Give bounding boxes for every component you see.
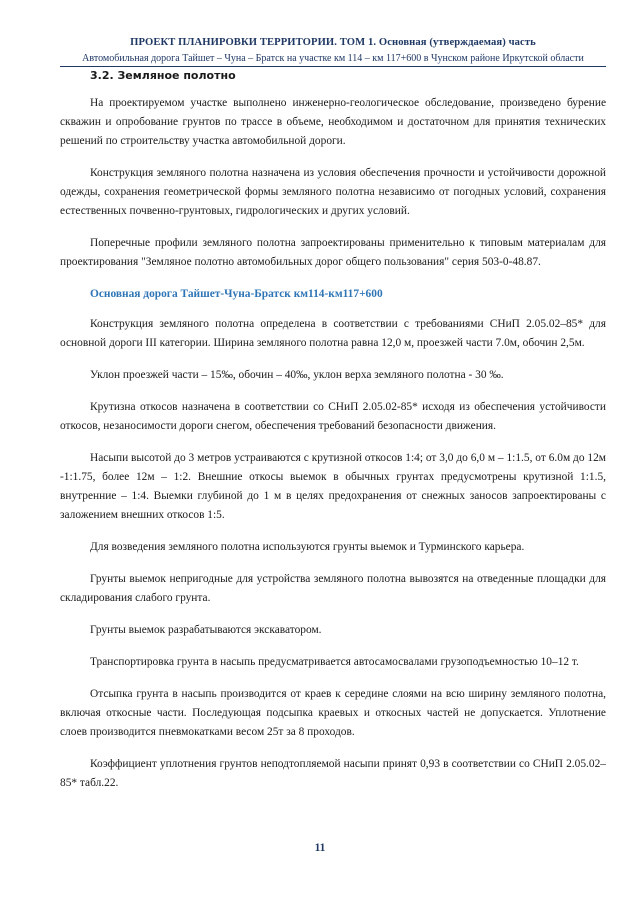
paragraph: Грунты выемок непригодные для устройства земляного полотна вывозятся на отведенные площадки для складирования слабого грунта. bbox=[60, 573, 606, 604]
paragraph: Транспортировка грунта в насыпь предусматривается автосамосвалами грузоподъемностью 10–12 т. bbox=[90, 656, 579, 668]
paragraph: Для возведения земляного полотна используются грунты выемок и Турминского карьера. bbox=[90, 541, 525, 553]
paragraph: Уклон проезжей части – 15‰, обочин – 40‰, уклон верха земляного полотна - 30 ‰. bbox=[90, 369, 504, 381]
paragraph: Насыпи высотой до 3 метров устраиваются с крутизной откосов 1:4; от 3,0 до 6,0 м – 1:1.5, от 6.0м до 12м -1:1.75, более 12м – 1:2. Внешние откосы выемок в обычных грунтах предусмотрены крутизной 1:1.5, внутренние – 1:4. Выемки глубиной до 1 м в целях предохранения от снежных заносов запроектированы с заложением внешних откосов 1:5. bbox=[60, 452, 606, 521]
paragraph: Грунты выемок разрабатываются экскаватором. bbox=[90, 624, 322, 636]
subsection-heading: Основная дорога Тайшет-Чуна-Братск км114-км117+600 bbox=[90, 288, 383, 300]
paragraph: Поперечные профили земляного полотна запроектированы применительно к типовым материалам для проектирования "Земляное полотно автомобильных дорог общего пользования" серия 503-0-48.87. bbox=[60, 237, 606, 268]
page-header bbox=[60, 36, 606, 67]
page-number: 11 bbox=[314, 842, 326, 854]
paragraph: Конструкция земляного полотна определена в соответствии с требованиями СНиП 2.05.02–85* для основной дороги III категории. Ширина земляного полотна равна 12,0 м, проезжей части 7.0м, обочин 2,5м. bbox=[60, 318, 606, 349]
paragraph: Отсыпка грунта в насыпь производится от краев к середине слоями на всю ширину земляного полотна, включая откосные части. Последующая подсыпка краевых и откосных частей не допускается. Уплотнение слоев производится пневмокатками весом 25т за 8 проходов. bbox=[60, 688, 606, 738]
paragraph: Крутизна откосов назначена в соответствии со СНиП 2.05.02-85* исходя из обеспечения устойчивости откосов, незаносимости дороги снегом, обеспечения требований безопасности движения. bbox=[60, 401, 606, 432]
section-heading: 3.2. Земляное полотно bbox=[90, 69, 236, 82]
page-content bbox=[60, 68, 606, 793]
document-subtitle: Автомобильная дорога Тайшет – Чуна – Братск на участке км 114 – км 117+600 в Чунском районе Иркутской области bbox=[60, 52, 606, 67]
document-title: ПРОЕКТ ПЛАНИРОВКИ ТЕРРИТОРИИ. ТОМ 1. Основная (утверждаемая) часть bbox=[130, 37, 536, 48]
paragraph: Конструкция земляного полотна назначена из условия обеспечения прочности и устойчивости дорожной одежды, сохранения геометрической формы земляного полотна независимо от погодных условий, сохранения естественных почвенно-грунтовых, гидрологических и других условий. bbox=[60, 167, 606, 217]
paragraph: Коэффициент уплотнения грунтов неподтопляемой насыпи принят 0,93 в соответствии со СНиП 2.05.02–85* табл.22. bbox=[60, 758, 606, 789]
paragraph: На проектируемом участке выполнено инженерно-геологическое обследование, произведено бурение скважин и опробование грунтов по трассе в объеме, необходимом и достаточном для принятия технических решений по строительству участка автомобильной дороги. bbox=[60, 97, 606, 147]
